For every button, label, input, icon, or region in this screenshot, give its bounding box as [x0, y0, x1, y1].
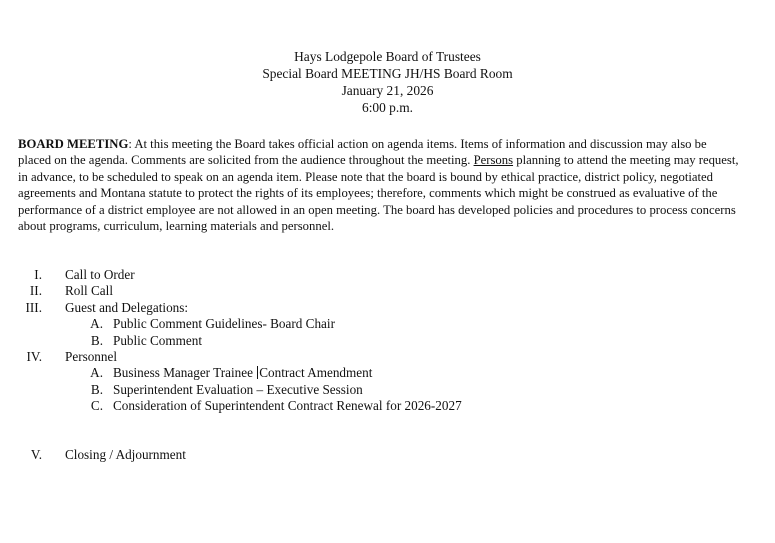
agenda-subitem-public-comment	[0, 333, 775, 349]
meeting-date: January 21, 2026	[341, 83, 434, 98]
agenda-subitem-letter: B.	[90, 332, 103, 348]
agenda-item-number: II.	[29, 283, 42, 299]
agenda-subitem-label-part-2: Contract Amendment	[259, 365, 373, 381]
intro-text-1: : At this meeting the Board takes official action on agenda items. Items of information and discussion may also be placed on the agenda. Comments are solicited from the audience throughout the meeting.	[18, 137, 707, 168]
org-title: Hays Lodgepole Board of Trustees	[294, 49, 481, 64]
agenda-subitem-label: Public Comment Guidelines- Board Chair	[113, 316, 335, 332]
agenda-item-guests	[0, 300, 775, 316]
agenda-subitem-contract-renewal	[0, 398, 775, 414]
agenda-item-label: Closing / Adjournment	[65, 447, 186, 463]
agenda-item-number: I.	[34, 267, 42, 282]
agenda-subitem-letter: B.	[90, 381, 103, 397]
agenda-item-adjournment	[0, 447, 775, 463]
agenda-item-number: III.	[25, 299, 42, 315]
intro-text-2: planning to attend the meeting may request, in advance, to be scheduled to speak on an agenda item. Please note that the board is bound by ethical practice, district policy, negotiated agreements and Montana statute to protect the rights of its employees; therefore, comments which might be construed as evaluative of the performance of a district employee are not allowed in an open meeting. The board has developed policies and procedures to process concerns about programs, curriculum, learning materials and personnel.	[18, 153, 739, 234]
agenda-subitem-superintendent-evaluation	[0, 382, 775, 398]
agenda-subitem-label	[113, 365, 372, 381]
agenda-subitem-letter: A.	[90, 365, 103, 381]
agenda-item-personnel	[0, 349, 775, 365]
agenda-subitem-label-part-1: Business Manager Trainee	[113, 365, 257, 381]
agenda-subitem-business-manager	[0, 365, 775, 381]
agenda-item-label: Roll Call	[65, 283, 113, 299]
agenda-item-call-to-order	[0, 267, 775, 283]
agenda-subitem-label: Superintendent Evaluation – Executive Session	[113, 381, 363, 397]
intro-underlined-word: Persons	[473, 153, 514, 168]
agenda-subitem-label: Public Comment	[113, 332, 203, 348]
agenda-subitem-letter: A.	[90, 316, 103, 332]
meeting-title: Special Board MEETING JH/HS Board Room	[262, 66, 513, 81]
agenda-subitem-letter: C.	[90, 398, 103, 414]
agenda-item-number: V.	[30, 447, 42, 463]
meeting-time: 6:00 p.m.	[362, 100, 413, 115]
agenda-subitem-comment-guidelines	[0, 316, 775, 332]
document-header	[0, 48, 775, 116]
agenda-item-roll-call	[0, 283, 775, 299]
agenda-item-label: Personnel	[65, 348, 118, 364]
agenda-list	[0, 267, 775, 464]
intro-lead: BOARD MEETING	[18, 137, 129, 151]
agenda-item-label: Guest and Delegations:	[65, 299, 189, 315]
agenda-item-label: Call to Order	[65, 267, 135, 282]
agenda-item-number: IV.	[26, 348, 42, 364]
intro-paragraph	[18, 136, 742, 234]
agenda-spacer	[0, 415, 775, 448]
agenda-subitem-label: Consideration of Superintendent Contract Renewal for 2026-2027	[113, 398, 462, 414]
